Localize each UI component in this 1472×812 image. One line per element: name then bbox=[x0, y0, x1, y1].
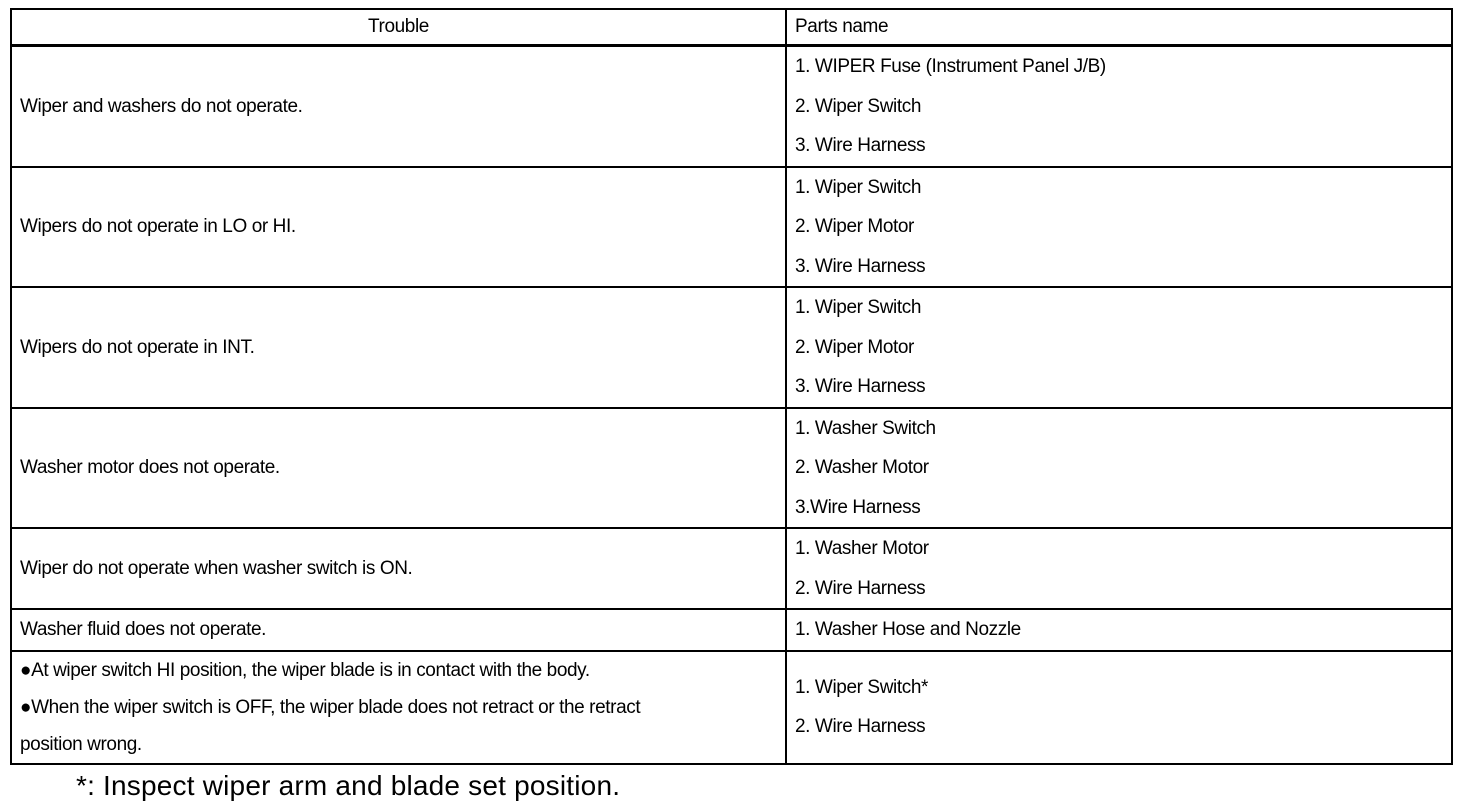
part-item: 3. Wire Harness bbox=[795, 376, 926, 397]
trouble-cell bbox=[11, 408, 786, 529]
parts-cell bbox=[786, 609, 1452, 651]
part-item: 2. Wire Harness bbox=[795, 716, 926, 737]
trouble-cell bbox=[11, 46, 786, 167]
parts-cell bbox=[786, 408, 1452, 529]
table-row bbox=[11, 287, 1452, 408]
trouble-text: Washer motor does not operate. bbox=[20, 457, 280, 478]
part-item: 1. Washer Switch bbox=[795, 417, 936, 439]
trouble-text: ●When the wiper switch is OFF, the wiper blade does not retract or the retract bbox=[20, 696, 641, 718]
table-row bbox=[11, 46, 1452, 167]
part-item: 1. Wiper Switch bbox=[795, 176, 921, 198]
table-row bbox=[11, 167, 1452, 288]
part-item: 3.Wire Harness bbox=[795, 496, 921, 518]
part-item: 1. WIPER Fuse (Instrument Panel J/B) bbox=[795, 56, 1106, 77]
parts-cell bbox=[786, 651, 1452, 764]
parts-cell bbox=[786, 287, 1452, 408]
part-item: 1. Washer Hose and Nozzle bbox=[795, 619, 1021, 640]
trouble-text: Wiper and washers do not operate. bbox=[20, 95, 303, 117]
part-item: 1. Wiper Switch* bbox=[795, 676, 928, 698]
part-item: 1. Washer Motor bbox=[795, 538, 929, 559]
trouble-text: Wipers do not operate in LO or HI. bbox=[20, 216, 296, 237]
table-row bbox=[11, 528, 1452, 609]
trouble-text: Washer fluid does not operate. bbox=[20, 619, 267, 640]
trouble-cell bbox=[11, 651, 786, 764]
trouble-cell bbox=[11, 167, 786, 288]
trouble-text: Wiper do not operate when washer switch is ON. bbox=[20, 557, 413, 579]
parts-cell bbox=[786, 528, 1452, 609]
part-item: 2. Wiper Motor bbox=[795, 216, 914, 237]
table-header-row bbox=[11, 9, 1452, 46]
trouble-text: position wrong. bbox=[20, 733, 142, 755]
trouble-cell bbox=[11, 287, 786, 408]
table-row bbox=[11, 651, 1452, 764]
part-item: 3. Wire Harness bbox=[795, 135, 926, 156]
part-item: 2. Washer Motor bbox=[795, 457, 929, 478]
part-item: 2. Wire Harness bbox=[795, 577, 926, 599]
footnote: *: Inspect wiper arm and blade set position. bbox=[76, 770, 621, 801]
parts-cell bbox=[786, 167, 1452, 288]
trouble-text: ●At wiper switch HI position, the wiper blade is in contact with the body. bbox=[20, 659, 590, 681]
troubleshooting-table bbox=[10, 8, 1453, 765]
part-item: 1. Wiper Switch bbox=[795, 297, 921, 318]
parts-cell bbox=[786, 46, 1452, 167]
part-item: 2. Wiper Motor bbox=[795, 336, 914, 358]
trouble-cell bbox=[11, 528, 786, 609]
trouble-cell bbox=[11, 609, 786, 651]
table-row bbox=[11, 408, 1452, 529]
table-row bbox=[11, 609, 1452, 651]
header-parts-name: Parts name bbox=[786, 9, 1452, 46]
trouble-text: Wipers do not operate in INT. bbox=[20, 336, 255, 358]
header-trouble: Trouble bbox=[11, 9, 786, 46]
part-item: 2. Wiper Switch bbox=[795, 95, 921, 117]
part-item: 3. Wire Harness bbox=[795, 255, 926, 277]
